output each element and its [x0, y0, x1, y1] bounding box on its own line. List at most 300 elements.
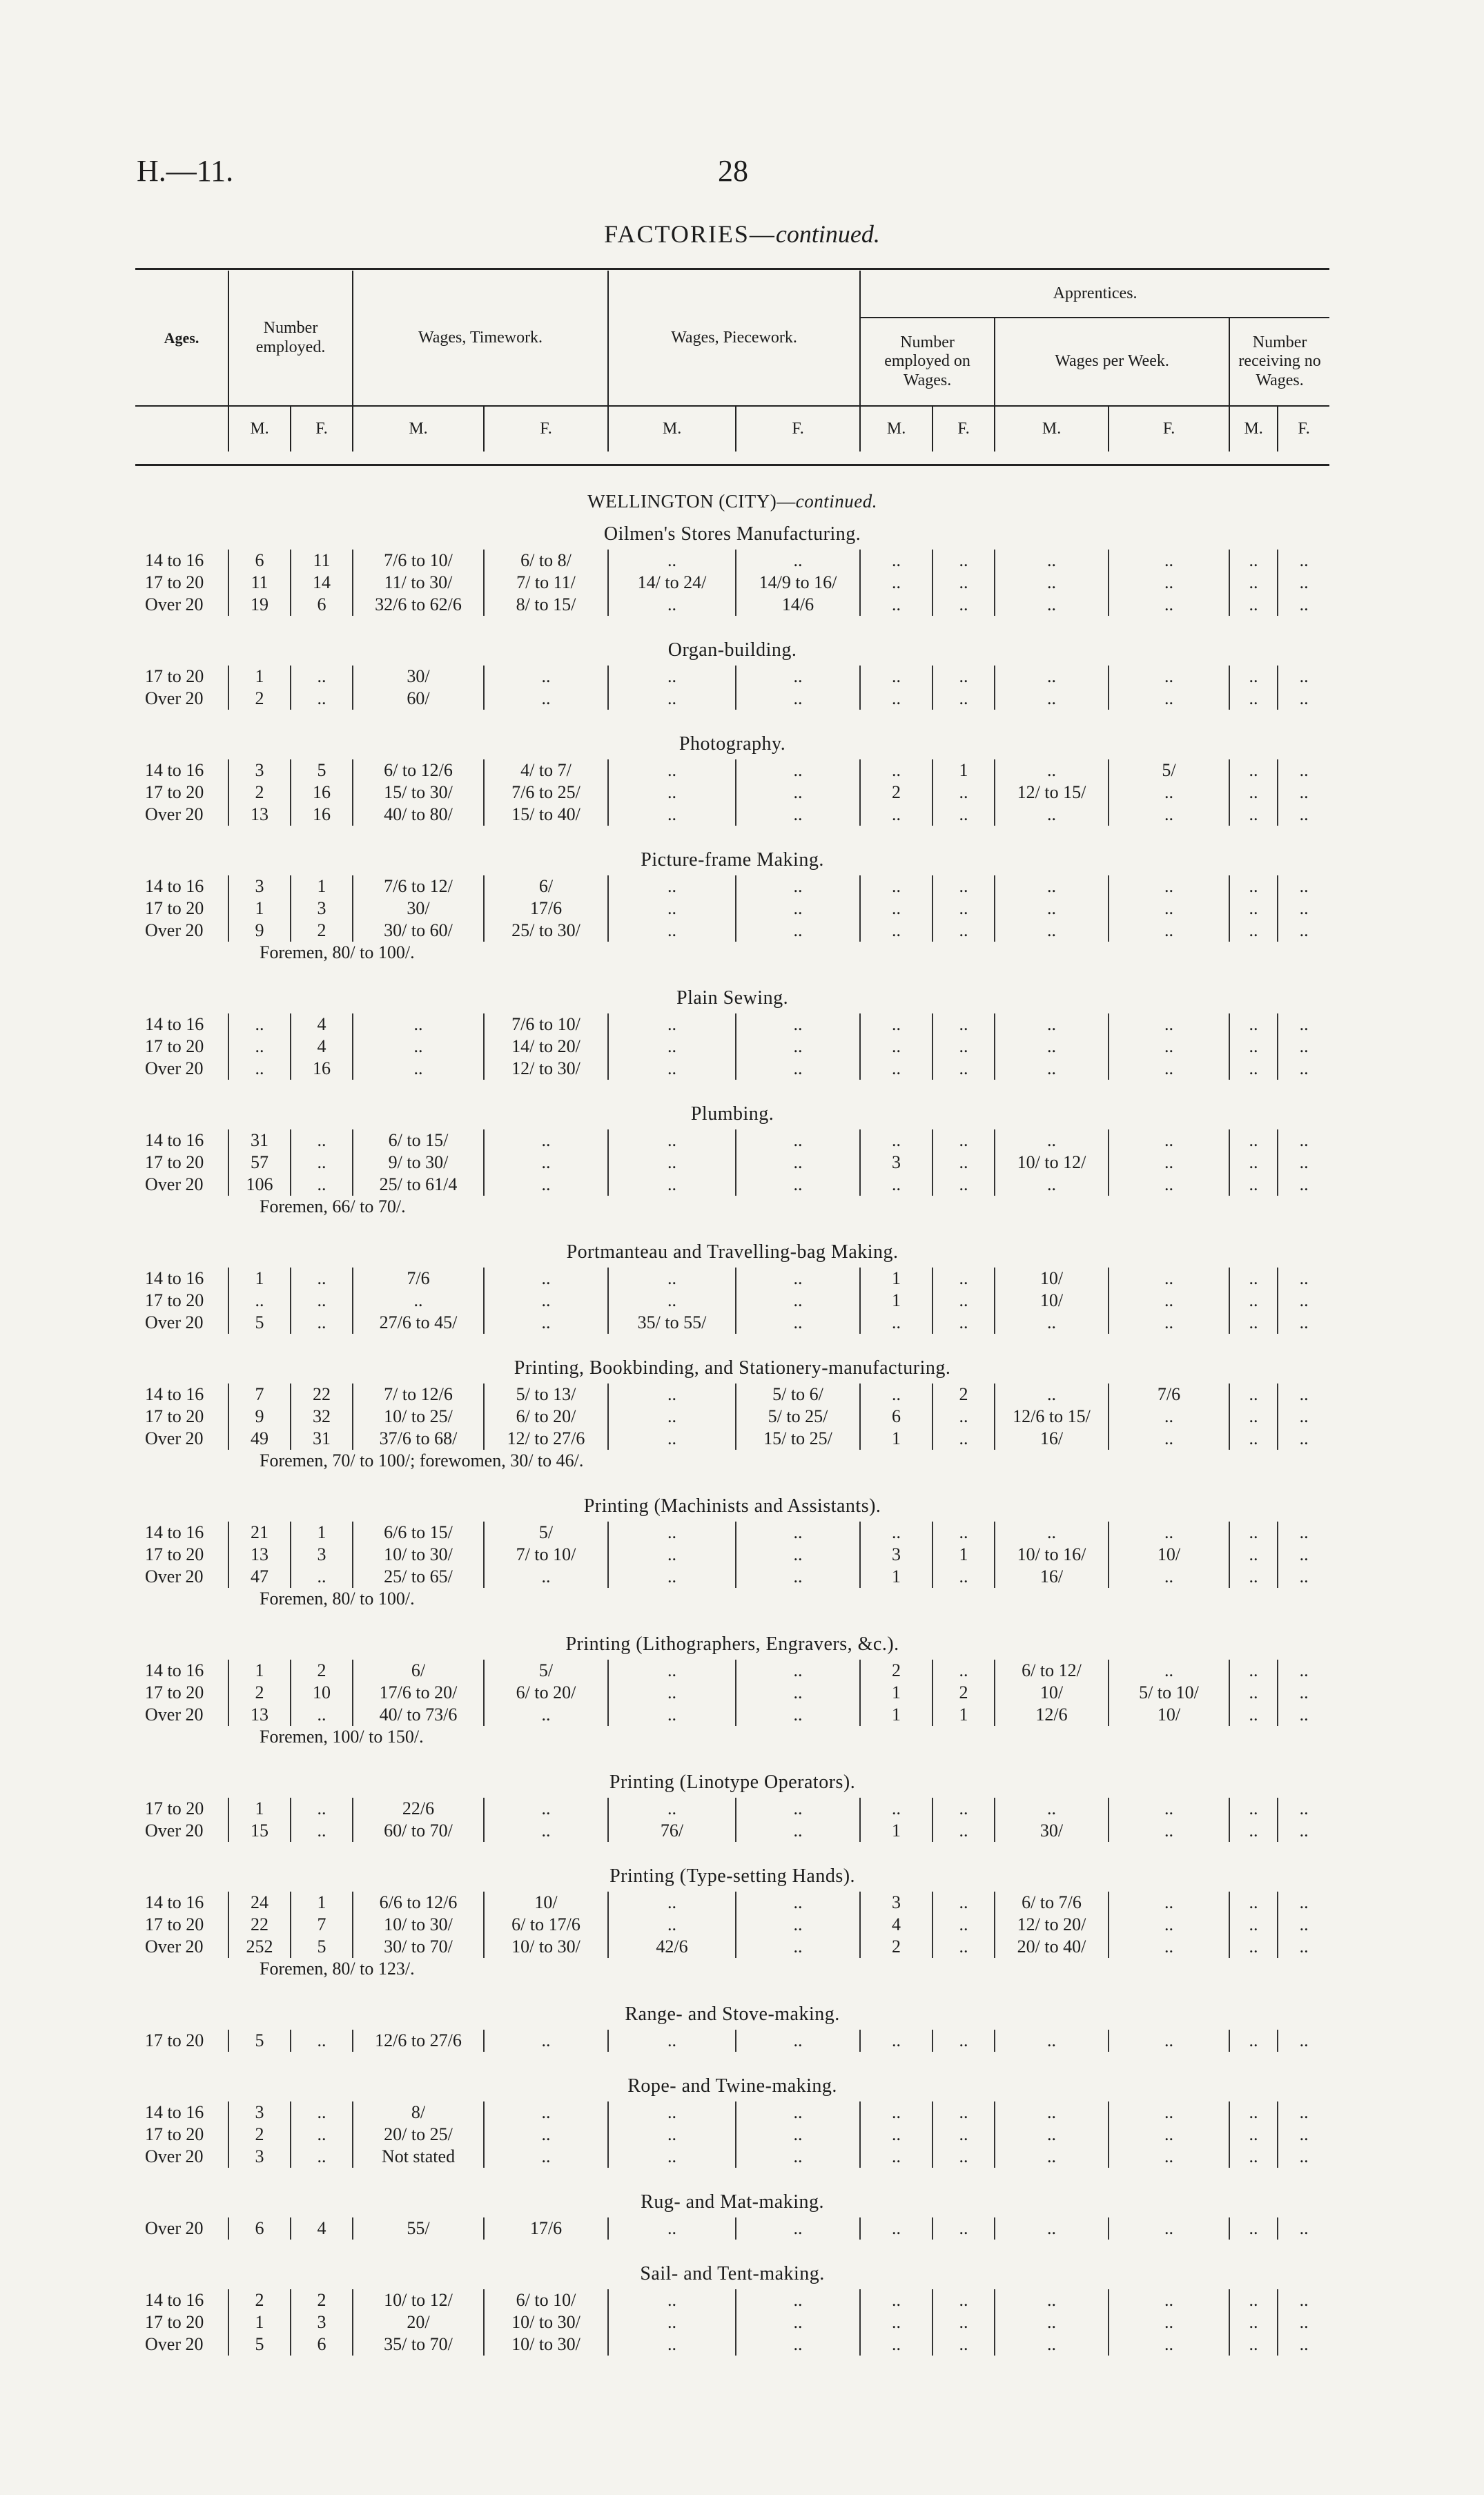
spacer-cell [135, 826, 1329, 845]
cell-timework-f: 6/ to 20/ [484, 1406, 608, 1428]
cell-appr-nowage-f: .. [1278, 920, 1329, 942]
cell-piecework-f: .. [736, 1268, 860, 1290]
cell-appr-nowage-m: .. [1229, 1522, 1278, 1544]
cell-age: Over 20 [145, 1058, 204, 1078]
table-row [135, 2333, 1329, 2356]
cell-piecework-m: .. [608, 1682, 736, 1704]
cell-employed-m: 2 [228, 781, 291, 804]
cell-appr-nowage-m: .. [1229, 804, 1278, 826]
cell-piecework-f: .. [736, 897, 860, 920]
cell-appr-week-m: 6/ to 12/ [995, 1660, 1109, 1682]
cell-employed-m: .. [228, 1013, 291, 1036]
cell-appr-week-m: .. [995, 2030, 1109, 2052]
cell-appr-nowage-m: .. [1229, 688, 1278, 710]
cell-timework-f: 12/ to 30/ [484, 1058, 608, 1080]
cell-appr-wages-m: 2 [860, 1660, 933, 1682]
cell-piecework-f: .. [736, 1914, 860, 1936]
cell-appr-nowage-m: .. [1229, 2217, 1278, 2240]
cell-timework-f: 6/ to 8/ [484, 550, 608, 572]
section-spacer [135, 1842, 1329, 1861]
cell-age: Over 20 [145, 1936, 204, 1957]
apprentices-nowage-f-header: F. [1278, 406, 1329, 452]
cell-appr-week-f: .. [1109, 875, 1229, 897]
cell-appr-week-f: .. [1109, 1406, 1229, 1428]
employed-f-header: F. [291, 406, 353, 452]
cell-employed-f: 10 [291, 1682, 353, 1704]
cell-appr-nowage-f: .. [1278, 1406, 1329, 1428]
cell-piecework-m: .. [608, 1036, 736, 1058]
cell-appr-week-f: .. [1109, 1312, 1229, 1334]
cell-appr-week-m: .. [995, 1036, 1109, 1058]
cell-piecework-f: .. [736, 550, 860, 572]
region-row [135, 483, 1329, 519]
cell-appr-week-f: .. [1109, 1660, 1229, 1682]
cell-appr-wages-f: .. [933, 2289, 995, 2311]
cell-piecework-f: .. [736, 781, 860, 804]
cell-piecework-f: .. [736, 666, 860, 688]
ages-mf-blank [135, 406, 228, 452]
cell-timework-m: .. [353, 1036, 484, 1058]
cell-appr-nowage-m: .. [1229, 875, 1278, 897]
cell-employed-m: 49 [228, 1428, 291, 1450]
cell-age: 17 to 20 [145, 782, 204, 802]
cell-age: 17 to 20 [145, 1682, 204, 1702]
cell-piecework-f: .. [736, 1152, 860, 1174]
section-title: Sail- and Tent-making. [640, 2263, 825, 2284]
cell-appr-nowage-f: .. [1278, 781, 1329, 804]
cell-appr-nowage-f: .. [1278, 1384, 1329, 1406]
cell-appr-wages-f: 2 [933, 1682, 995, 1704]
cell-timework-m: 32/6 to 62/6 [353, 594, 484, 616]
cell-appr-wages-m: 3 [860, 1892, 933, 1914]
cell-appr-week-f: .. [1109, 2124, 1229, 2146]
cell-appr-wages-f: .. [933, 1566, 995, 1588]
cell-appr-nowage-f: .. [1278, 1290, 1329, 1312]
cell-appr-wages-m: .. [860, 2311, 933, 2333]
cell-piecework-m: .. [608, 1058, 736, 1080]
cell-employed-f: .. [291, 1312, 353, 1334]
section-spacer [135, 1218, 1329, 1237]
table-row [135, 594, 1329, 616]
foremen-note-row [135, 1588, 1329, 1610]
cell-appr-wages-m: .. [860, 1013, 933, 1036]
cell-appr-week-m: 12/ to 15/ [995, 781, 1109, 804]
cell-appr-wages-m: .. [860, 875, 933, 897]
foremen-note: Foremen, 66/ to 70/. [260, 1196, 406, 1216]
cell-appr-week-f: .. [1109, 2101, 1229, 2124]
page-number: 28 [718, 154, 748, 188]
cell-timework-f: 14/ to 20/ [484, 1036, 608, 1058]
cell-appr-nowage-m: .. [1229, 1566, 1278, 1588]
section-spacer [135, 826, 1329, 845]
cell-employed-f: .. [291, 2124, 353, 2146]
cell-age: 14 to 16 [145, 550, 204, 570]
cell-appr-week-f: .. [1109, 572, 1229, 594]
cell-age: 17 to 20 [145, 1290, 204, 1310]
cell-timework-m: 27/6 to 45/ [353, 1312, 484, 1334]
cell-age: 17 to 20 [145, 2312, 204, 2332]
cell-piecework-f: .. [736, 1544, 860, 1566]
cell-appr-nowage-m: .. [1229, 920, 1278, 942]
cell-appr-week-m: 30/ [995, 1820, 1109, 1842]
cell-piecework-f: .. [736, 1892, 860, 1914]
cell-employed-f: 7 [291, 1914, 353, 1936]
spacer-cell [135, 1472, 1329, 1491]
cell-appr-week-m: .. [995, 1013, 1109, 1036]
cell-appr-week-f: .. [1109, 897, 1229, 920]
table-row [135, 1268, 1329, 1290]
cell-piecework-m: .. [608, 1174, 736, 1196]
cell-employed-f: 1 [291, 1522, 353, 1544]
cell-piecework-f: .. [736, 920, 860, 942]
cell-appr-nowage-f: .. [1278, 1820, 1329, 1842]
table-row [135, 1406, 1329, 1428]
cell-employed-m: 5 [228, 1312, 291, 1334]
cell-piecework-m: .. [608, 875, 736, 897]
cell-appr-week-m: 10/ [995, 1290, 1109, 1312]
cell-piecework-m: .. [608, 759, 736, 781]
cell-piecework-m: .. [608, 2289, 736, 2311]
cell-appr-wages-f: .. [933, 1268, 995, 1290]
cell-appr-nowage-m: .. [1229, 2333, 1278, 2356]
cell-piecework-m: .. [608, 1704, 736, 1726]
cell-appr-wages-f: .. [933, 666, 995, 688]
cell-age: Over 20 [145, 1174, 204, 1194]
cell-timework-f: 6/ to 17/6 [484, 1914, 608, 1936]
cell-age: Over 20 [145, 1821, 204, 1841]
cell-appr-nowage-f: .. [1278, 572, 1329, 594]
cell-appr-nowage-f: .. [1278, 2030, 1329, 2052]
cell-appr-week-m: .. [995, 1312, 1109, 1334]
cell-appr-wages-m: .. [860, 1058, 933, 1080]
foremen-note-row [135, 1958, 1329, 1980]
cell-age: Over 20 [145, 594, 204, 614]
section-title: Rug- and Mat-making. [641, 2191, 824, 2213]
cell-appr-wages-m: .. [860, 804, 933, 826]
cell-appr-week-m: 10/ to 16/ [995, 1544, 1109, 1566]
foremen-note: Foremen, 80/ to 123/. [260, 1959, 415, 1979]
section-header-row [135, 1491, 1329, 1522]
cell-appr-nowage-m: .. [1229, 1682, 1278, 1704]
cell-appr-nowage-f: .. [1278, 1268, 1329, 1290]
cell-employed-f: 1 [291, 875, 353, 897]
cell-appr-wages-m: .. [860, 572, 933, 594]
table-row [135, 1428, 1329, 1450]
cell-piecework-m: .. [608, 1428, 736, 1450]
cell-timework-f: 10/ to 30/ [484, 1936, 608, 1958]
cell-appr-week-f: .. [1109, 804, 1229, 826]
cell-appr-wages-f: .. [933, 1936, 995, 1958]
region-continued: continued. [795, 491, 878, 512]
table-body [135, 483, 1329, 2356]
apprentices-nowage-m-header: M. [1229, 406, 1278, 452]
cell-age: 14 to 16 [145, 1522, 204, 1542]
table-row [135, 1544, 1329, 1566]
cell-appr-week-m: .. [995, 1129, 1109, 1152]
cell-appr-wages-f: .. [933, 1914, 995, 1936]
cell-timework-m: 40/ to 80/ [353, 804, 484, 826]
cell-employed-f: .. [291, 2146, 353, 2168]
cell-appr-nowage-m: .. [1229, 594, 1278, 616]
section-spacer [135, 710, 1329, 729]
section-spacer [135, 616, 1329, 635]
cell-appr-nowage-m: .. [1229, 2030, 1278, 2052]
cell-appr-week-f: .. [1109, 1798, 1229, 1820]
cell-appr-week-m: 10/ to 12/ [995, 1152, 1109, 1174]
cell-timework-f: 4/ to 7/ [484, 759, 608, 781]
cell-employed-f: 22 [291, 1384, 353, 1406]
cell-timework-m: 10/ to 12/ [353, 2289, 484, 2311]
cell-employed-f: .. [291, 1152, 353, 1174]
cell-appr-nowage-m: .. [1229, 1798, 1278, 1820]
cell-piecework-m: .. [608, 1522, 736, 1544]
cell-employed-f: 5 [291, 1936, 353, 1958]
cell-appr-week-m: .. [995, 920, 1109, 942]
cell-timework-m: 8/ [353, 2101, 484, 2124]
cell-age: Over 20 [145, 1312, 204, 1332]
table-row [135, 1936, 1329, 1958]
cell-appr-week-m: .. [995, 759, 1109, 781]
cell-employed-m: 1 [228, 2311, 291, 2333]
cell-timework-m: 30/ to 60/ [353, 920, 484, 942]
cell-piecework-m: .. [608, 2101, 736, 2124]
cell-timework-f: .. [484, 2101, 608, 2124]
cell-appr-nowage-f: .. [1278, 1936, 1329, 1958]
cell-piecework-m: 42/6 [608, 1936, 736, 1958]
cell-appr-nowage-m: .. [1229, 1660, 1278, 1682]
section-title: Organ-building. [667, 639, 797, 661]
cell-appr-wages-m: .. [860, 688, 933, 710]
table-row [135, 875, 1329, 897]
cell-piecework-m: .. [608, 594, 736, 616]
cell-employed-m: 24 [228, 1892, 291, 1914]
cell-appr-wages-f: .. [933, 1312, 995, 1334]
cell-appr-week-m: 10/ [995, 1682, 1109, 1704]
cell-employed-f: 31 [291, 1428, 353, 1450]
cell-appr-week-m: 12/ to 20/ [995, 1914, 1109, 1936]
cell-timework-f: .. [484, 1704, 608, 1726]
cell-appr-wages-f: .. [933, 1013, 995, 1036]
cell-employed-m: 106 [228, 1174, 291, 1196]
cell-appr-nowage-f: .. [1278, 2289, 1329, 2311]
spacer-cell [135, 1080, 1329, 1099]
cell-piecework-m: .. [608, 804, 736, 826]
foremen-note-row [135, 1726, 1329, 1748]
cell-employed-f: 6 [291, 2333, 353, 2356]
cell-timework-m: 6/ to 15/ [353, 1129, 484, 1152]
cell-appr-week-f: .. [1109, 1290, 1229, 1312]
cell-appr-week-m: 20/ to 40/ [995, 1936, 1109, 1958]
cell-employed-m: 1 [228, 1268, 291, 1290]
cell-age: 14 to 16 [145, 1892, 204, 1912]
cell-appr-week-f: .. [1109, 920, 1229, 942]
section-header-row [135, 2187, 1329, 2217]
table-row [135, 2030, 1329, 2052]
cell-employed-m: 2 [228, 1682, 291, 1704]
cell-appr-nowage-f: .. [1278, 688, 1329, 710]
section-spacer [135, 1472, 1329, 1491]
cell-timework-m: 15/ to 30/ [353, 781, 484, 804]
cell-appr-wages-m: .. [860, 2289, 933, 2311]
spacer-cell [135, 710, 1329, 729]
cell-appr-wages-f: .. [933, 1406, 995, 1428]
cell-appr-nowage-f: .. [1278, 2311, 1329, 2333]
cell-piecework-m: 35/ to 55/ [608, 1312, 736, 1334]
header-bottom-rule [135, 464, 1329, 466]
cell-timework-m: .. [353, 1290, 484, 1312]
cell-timework-f: .. [484, 1129, 608, 1152]
cell-timework-f: .. [484, 666, 608, 688]
cell-age: Over 20 [145, 920, 204, 940]
cell-appr-week-m: 6/ to 7/6 [995, 1892, 1109, 1914]
cell-age: 14 to 16 [145, 1268, 204, 1288]
section-title: Printing (Type-setting Hands). [609, 1865, 856, 1887]
cell-timework-m: 12/6 to 27/6 [353, 2030, 484, 2052]
cell-appr-week-m: .. [995, 2311, 1109, 2333]
cell-employed-m: 252 [228, 1936, 291, 1958]
cell-appr-wages-f: .. [933, 1892, 995, 1914]
piecework-f-header: F. [736, 406, 860, 452]
piecework-m-header: M. [608, 406, 736, 452]
cell-appr-week-f: 5/ [1109, 759, 1229, 781]
cell-appr-nowage-f: .. [1278, 1129, 1329, 1152]
cell-appr-wages-m: 1 [860, 1428, 933, 1450]
cell-age: 17 to 20 [145, 1798, 204, 1818]
cell-appr-week-m: .. [995, 1798, 1109, 1820]
cell-employed-f: 2 [291, 1660, 353, 1682]
timework-f-header: F. [484, 406, 608, 452]
cell-piecework-f: .. [736, 2311, 860, 2333]
cell-appr-week-m: .. [995, 594, 1109, 616]
section-title: Photography. [678, 733, 786, 755]
cell-appr-nowage-f: .. [1278, 1522, 1329, 1544]
cell-timework-m: 7/ to 12/6 [353, 1384, 484, 1406]
cell-age: Over 20 [145, 2218, 204, 2238]
cell-appr-wages-m: 1 [860, 1290, 933, 1312]
cell-age: Over 20 [145, 1428, 204, 1448]
foremen-note: Foremen, 80/ to 100/. [260, 1589, 415, 1609]
cell-appr-nowage-f: .. [1278, 897, 1329, 920]
cell-timework-m: 7/6 to 10/ [353, 550, 484, 572]
cell-employed-m: 31 [228, 1129, 291, 1152]
cell-employed-f: .. [291, 1268, 353, 1290]
cell-timework-f: .. [484, 2146, 608, 2168]
section-spacer [135, 2240, 1329, 2259]
cell-appr-wages-m: .. [860, 1522, 933, 1544]
cell-age: 14 to 16 [145, 2102, 204, 2122]
section-spacer [135, 1080, 1329, 1099]
cell-employed-f: 32 [291, 1406, 353, 1428]
cell-timework-f: .. [484, 1566, 608, 1588]
table-row [135, 1820, 1329, 1842]
cell-piecework-m: .. [608, 666, 736, 688]
cell-piecework-m: .. [608, 550, 736, 572]
cell-employed-f: .. [291, 1798, 353, 1820]
cell-age: Over 20 [145, 2146, 204, 2166]
cell-appr-nowage-m: .. [1229, 1914, 1278, 1936]
table-row [135, 2101, 1329, 2124]
cell-appr-week-f: .. [1109, 2217, 1229, 2240]
cell-employed-m: 9 [228, 920, 291, 942]
cell-piecework-f: 15/ to 25/ [736, 1428, 860, 1450]
cell-timework-f: .. [484, 1174, 608, 1196]
cell-timework-m: 7/6 to 12/ [353, 875, 484, 897]
cell-appr-nowage-f: .. [1278, 1312, 1329, 1334]
cell-timework-m: .. [353, 1013, 484, 1036]
cell-appr-wages-f: .. [933, 550, 995, 572]
cell-age: 14 to 16 [145, 760, 204, 780]
cell-age: 14 to 16 [145, 2290, 204, 2310]
section-header-row [135, 519, 1329, 550]
section-spacer [135, 1610, 1329, 1629]
cell-age: 14 to 16 [145, 1660, 204, 1680]
table-row [135, 1566, 1329, 1588]
cell-employed-m: 13 [228, 1704, 291, 1726]
cell-piecework-f: .. [736, 2333, 860, 2356]
cell-piecework-f: .. [736, 2030, 860, 2052]
cell-appr-nowage-f: .. [1278, 2101, 1329, 2124]
section-header-row [135, 845, 1329, 875]
foremen-note-row [135, 1196, 1329, 1218]
column-header [135, 271, 1329, 452]
cell-appr-nowage-m: .. [1229, 1013, 1278, 1036]
cell-employed-m: 1 [228, 1660, 291, 1682]
cell-appr-nowage-f: .. [1278, 2146, 1329, 2168]
spacer-cell [135, 616, 1329, 635]
cell-appr-week-m: 12/6 [995, 1704, 1109, 1726]
table-row [135, 1704, 1329, 1726]
cell-employed-m: 2 [228, 2124, 291, 2146]
section-title: Rope- and Twine-making. [627, 2075, 837, 2097]
title-continued: continued. [775, 220, 880, 248]
cell-employed-m: 2 [228, 688, 291, 710]
cell-appr-week-f: .. [1109, 1428, 1229, 1450]
cell-timework-m: 30/ [353, 666, 484, 688]
document-code: H.—11. [137, 154, 234, 188]
cell-employed-f: .. [291, 666, 353, 688]
cell-appr-wages-f: .. [933, 920, 995, 942]
cell-appr-wages-f: .. [933, 1152, 995, 1174]
cell-appr-week-m: .. [995, 2217, 1109, 2240]
cell-appr-week-m: .. [995, 875, 1109, 897]
table-row [135, 781, 1329, 804]
cell-age: Over 20 [145, 804, 204, 824]
cell-appr-wages-f: .. [933, 804, 995, 826]
cell-appr-nowage-f: .. [1278, 1914, 1329, 1936]
cell-piecework-m: .. [608, 1406, 736, 1428]
cell-piecework-m: .. [608, 1290, 736, 1312]
cell-employed-m: 13 [228, 804, 291, 826]
cell-employed-m: .. [228, 1058, 291, 1080]
cell-timework-m: 35/ to 70/ [353, 2333, 484, 2356]
cell-appr-nowage-m: .. [1229, 1129, 1278, 1152]
foremen-note-row [135, 942, 1329, 964]
cell-appr-nowage-m: .. [1229, 759, 1278, 781]
spacer-cell [135, 1218, 1329, 1237]
cell-age: 17 to 20 [145, 898, 204, 918]
section-title: Printing, Bookbinding, and Stationery-manufacturing. [514, 1357, 951, 1379]
table-row [135, 1522, 1329, 1544]
cell-piecework-f: .. [736, 1682, 860, 1704]
cell-appr-nowage-m: .. [1229, 2311, 1278, 2333]
cell-employed-f: .. [291, 1129, 353, 1152]
cell-appr-nowage-m: .. [1229, 1428, 1278, 1450]
cell-appr-wages-f: .. [933, 1058, 995, 1080]
cell-piecework-f: .. [736, 2217, 860, 2240]
cell-appr-nowage-f: .. [1278, 2217, 1329, 2240]
cell-piecework-f: .. [736, 1936, 860, 1958]
cell-employed-m: 15 [228, 1820, 291, 1842]
